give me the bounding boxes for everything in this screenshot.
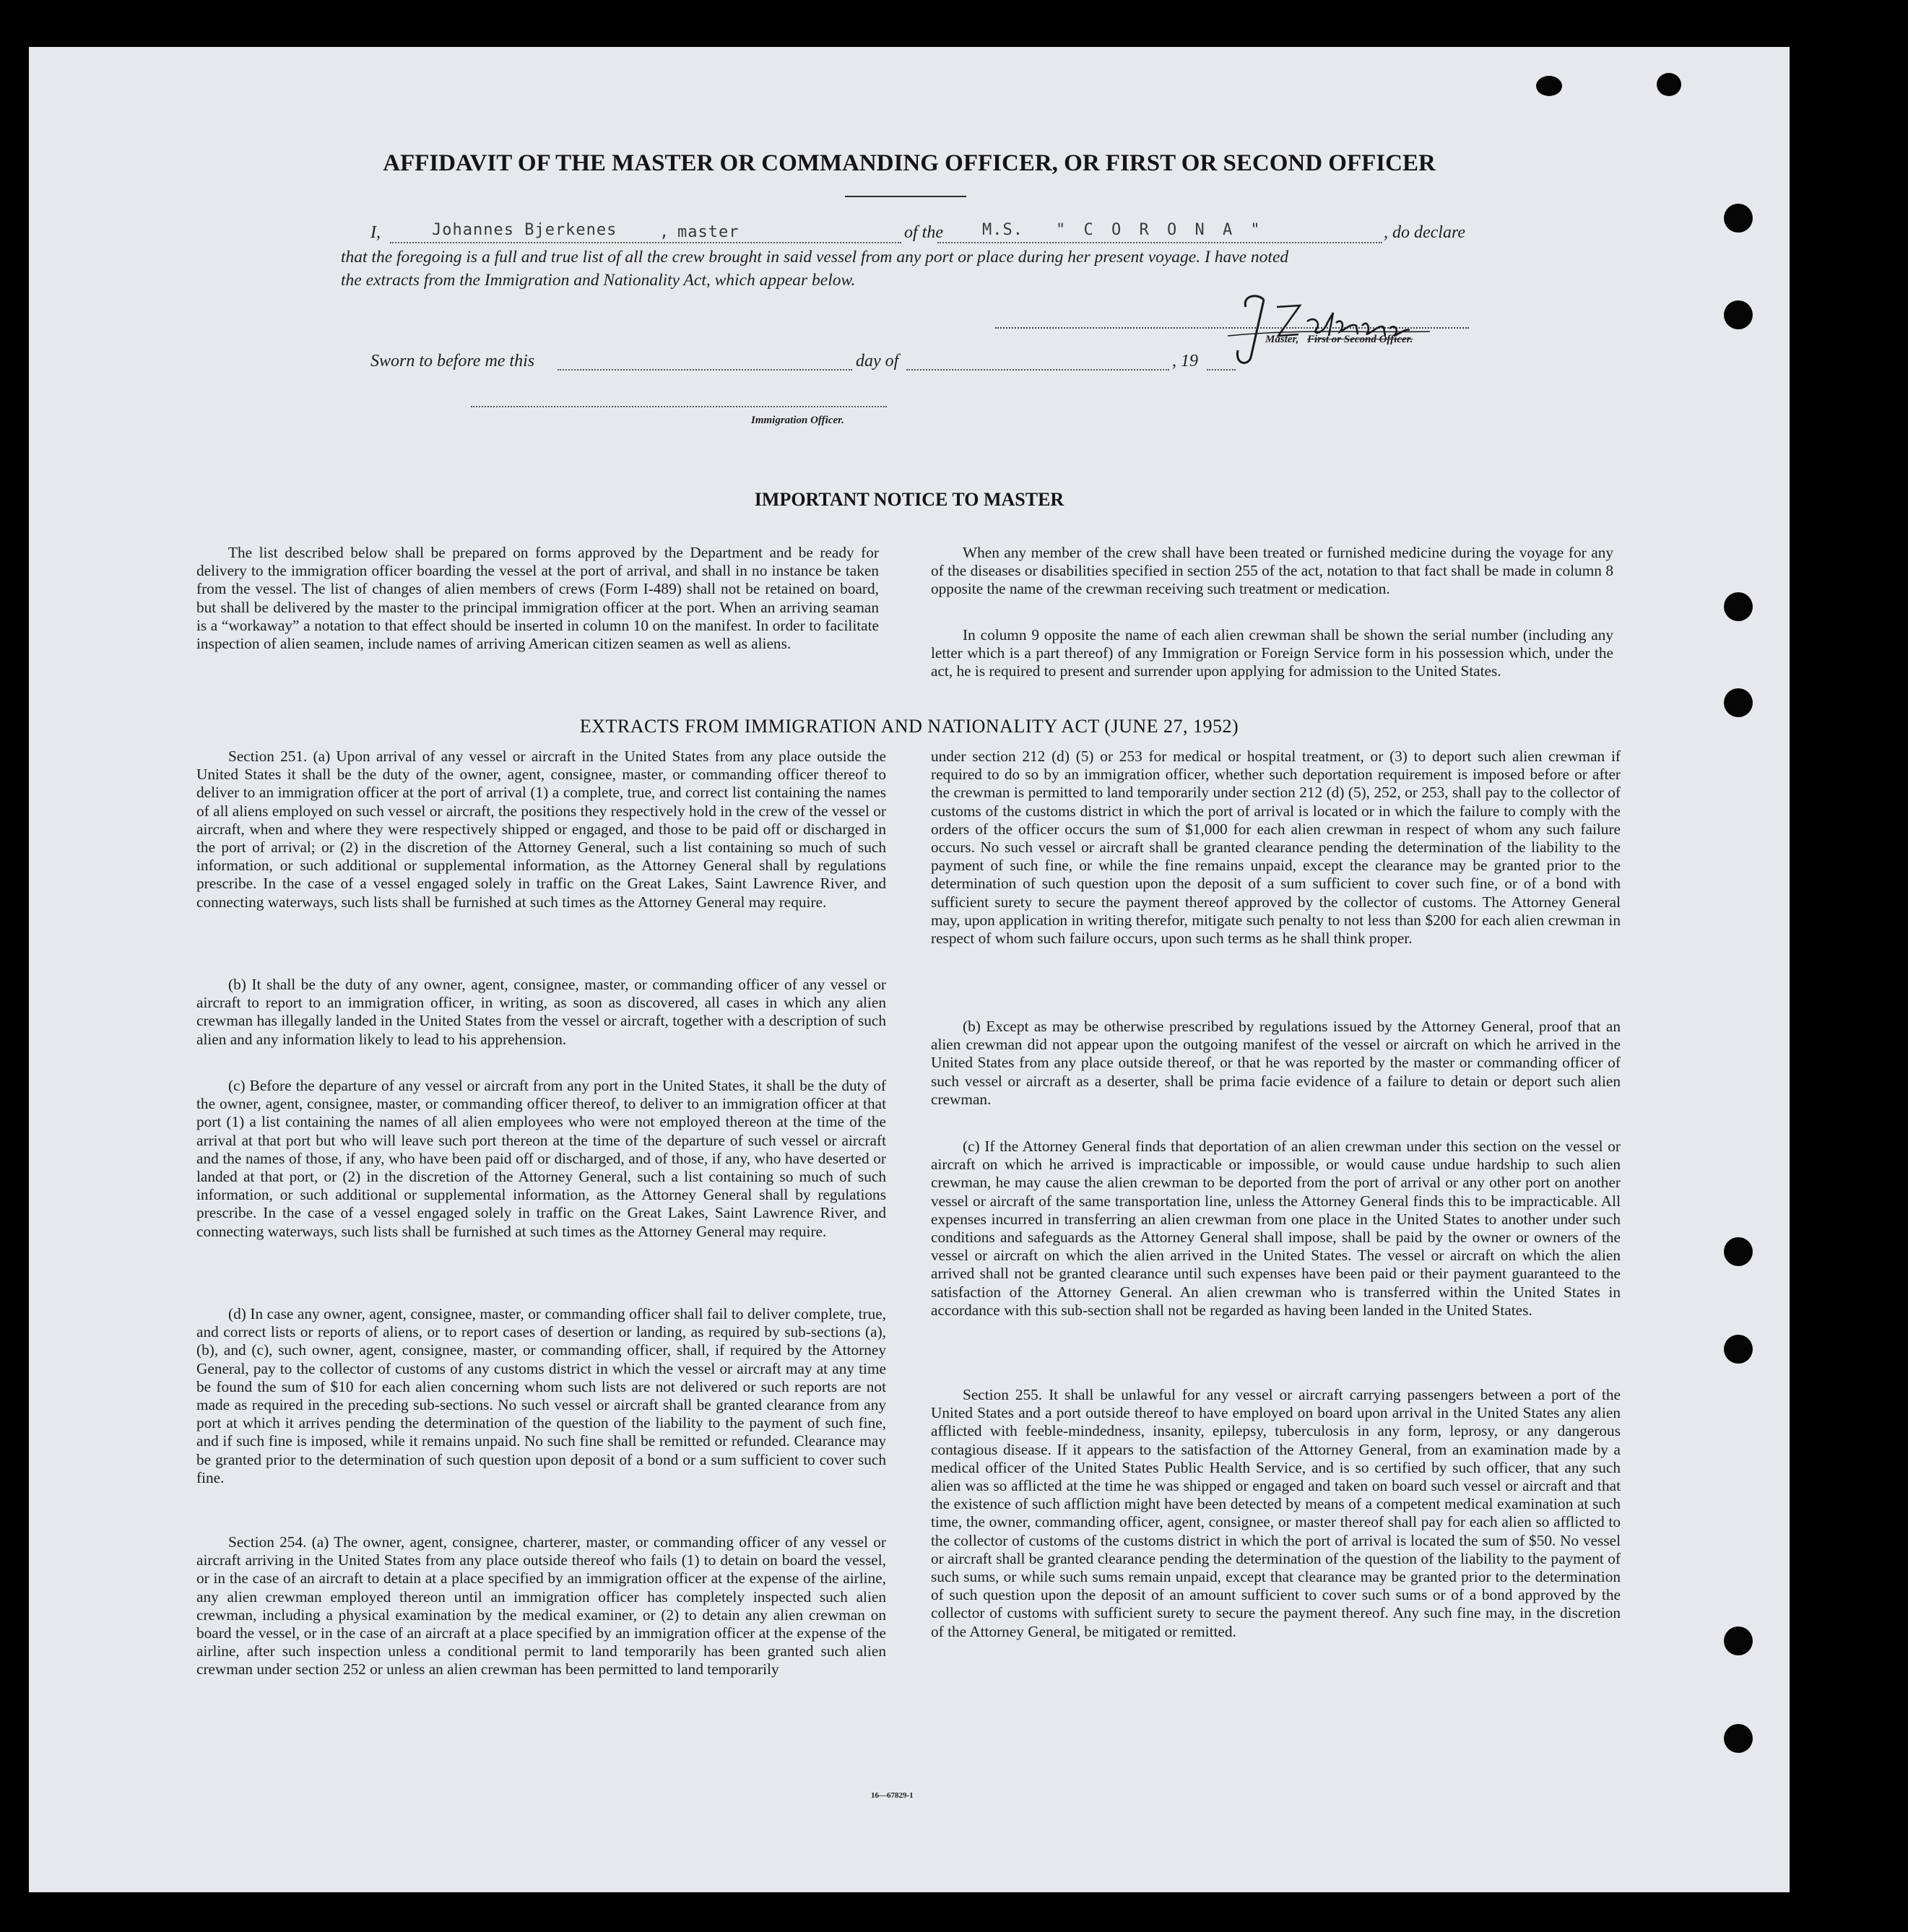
punch-hole: [1724, 592, 1753, 621]
notice-left-paragraph: The list described below shall be prepared on forms approved by the Department and be ready for delivery to the immigration officer boarding the vessel at the port of arrival, and shall in no instance be taken from the vessel. The list of changes of alien members of crews (Form I-489) shall not be retained on board, but shall be delivered by the master to the principal immigration officer at the port. When an arriving seaman is a “workaway” a notation to that effect should be inserted in column 10 on the manifest. In order to facilitate inspection of alien seamen, include names of arriving American citizen seamen as well as aliens.: [196, 544, 879, 653]
punch-hole: [1724, 1626, 1753, 1655]
section-251d: (d) In case any owner, agent, consignee, master, or commanding officer shall fail to deliver complete, true, and correct lists or reports of aliens, or to report cases of desertion or landing, as required by sub-sections (a), (b), and (c), such owner, agent, consignee, master, or commanding officer, shall, if required by the Attorney General, pay to the collector of customs of any customs district in which the vessel or aircraft may at any time be found the sum of $10 for each alien concerning whom such lists are not delivered or such reports are not made as required in the preceding sub-sections. No such vessel or aircraft shall be granted clearance from any port at which it arrives pending the determination of the question of the liability to the payment of such fine, and if such fine is imposed, while it remains unpaid. No such fine shall be remitted or refunded. Clearance may be granted prior to the determination of such question upon deposit of a bond or a sum sufficient to cover such fine.: [196, 1305, 886, 1486]
notice-title: IMPORTANT NOTICE TO MASTER: [754, 489, 1064, 510]
master-name: Johannes Bjerkenes: [432, 221, 617, 239]
officer-label: Immigration Officer.: [751, 415, 844, 426]
master-rank: master: [677, 223, 740, 241]
signer-title-struck: First or Second Officer.: [1307, 334, 1413, 345]
punch-hole: [1536, 76, 1562, 96]
affidavit-i-label: I,: [370, 223, 381, 242]
punch-hole: [1724, 204, 1753, 233]
section-254a-continued: under section 212 (d) (5) or 253 for medical or hospital treatment, or (3) to deport such alien crewman if required to do so by an immigration officer, whether such deportation requirement is imposed before or after the crewman is permitted to land temporarily under section 212 (d) (5), 252, or 253, shall pay to the collector of customs of the customs district in which the port of arrival is located or in which the failure to comply with the orders of the officer occurs the sum of $1,000 for each alien crewman in respect of whom any such failure occurs. No such vessel or aircraft shall be granted clearance pending the determination of the liability to the payment of such fine, or while the fine remains unpaid, except the clearance may be granted prior to the determination of such question upon the deposit of a sum sufficient to cover such fine, or of a bond with sufficient surety to secure the payment thereof approved by the collector of customs. The Attorney General may, upon application in writing therefor, mitigate such penalty to not less than $200 for each alien crewman in respect of whom such failure occurs, upon such terms as he shall think proper.: [931, 748, 1621, 948]
statement-line-1: that the foregoing is a full and true list of all the crew brought in said vessel from any port or place during her present voyage. I have noted: [341, 248, 1289, 267]
section-255: Section 255. It shall be unlawful for any vessel or aircraft carrying passengers between a port of the United States and a port outside thereof to have employed on board upon arrival in the United States any alien afflicted with feeble-mindedness, insanity, epilepsy, tuberculosis in any form, leprosy, or any dangerous contagious disease. If it appears to the satisfaction of the Attorney General, from an examination made by a medical officer of the United States Public Health Service, and is so certified by such officer, that any such alien was so afflicted at the time he was shipped or engaged and taken on board such vessel or aircraft and that the existence of such affliction might have been detected by means of a competent medical examination at such time, the owner, commanding officer, agent, consignee, or master thereof shall pay for each alien so afflicted to the collector of customs of the customs district in which the port of arrival is located the sum of $50. No vessel or aircraft shall be granted clearance pending the determination of the question of the liability to the payment of such sums, or while such sums remain unpaid, except that clearance may be granted prior to the determination of such question upon the deposit of an amount sufficient to cover such sums or of a bond approved by the collector of customs with sufficient surety to secure the payment thereof. Any such fine may, in the discretion of the Attorney General, be mitigated or remitted.: [931, 1386, 1621, 1640]
vessel-line: [937, 242, 1382, 243]
section-254b: (b) Except as may be otherwise prescribed by regulations issued by the Attorney General, proof that an alien crewman did not appear upon the outgoing manifest of the vessel or aircraft on which he arrived in the United States from any place outside thereof, or that he was reported by the master or commanding officer of such vessel or aircraft as a deserter, shall be prima facie evidence of a failure to detain or deport such alien crewman.: [931, 1018, 1621, 1108]
vessel-prefix: M.S.: [982, 221, 1023, 239]
year-line: [1207, 369, 1236, 371]
form-number: 16—67829-1: [871, 1791, 914, 1800]
extracts-title: EXTRACTS FROM IMMIGRATION AND NATIONALITY ACT (JUNE 27, 1952): [579, 716, 1239, 737]
punch-hole: [1724, 1724, 1753, 1753]
title-underline: [845, 196, 966, 197]
vessel-name: " C O R O N A ": [1056, 221, 1265, 239]
master-name-line: [390, 242, 901, 243]
punch-hole: [1724, 1237, 1753, 1266]
master-signature: [1213, 278, 1444, 372]
notice-right-paragraph-2: In column 9 opposite the name of each alien crewman shall be shown the serial number (including any letter which is a part thereof) of any Immigration or Foreign Service form in his possession which, under the act, he is required to present and surrender upon applying for admission to the United States.: [931, 626, 1613, 680]
section-251a: Section 251. (a) Upon arrival of any vessel or aircraft in the United States from any place outside the United States it shall be the duty of the owner, agent, consignee, master, or commanding officer thereof to deliver to an immigration officer at the port of arrival (1) a complete, true, and correct list containing the names of all aliens employed on such vessel or aircraft, the positions they respectively hold in the crew of the vessel or aircraft, when and where they were respectively shipped or engaged, and those to be paid off or discharged in the port of arrival; or (2) in the discretion of the Attorney General, such a list containing so much of such information, or such additional or supplemental information, as the Attorney General shall by regulations prescribe. In the case of a vessel engaged solely in traffic on the Great Lakes, Saint Lawrence River, and connecting waterways, such lists shall be furnished at such times as the Attorney General may require.: [196, 748, 886, 911]
notice-right-paragraph-1: When any member of the crew shall have been treated or furnished medicine during the voyage for any of the diseases or disabilities specified in section 255 of the act, notation to that fact shall be made in column 8 opposite the name of the crewman receiving such treatment or medication.: [931, 544, 1613, 598]
sworn-month-line: [906, 369, 1169, 371]
of-the-label: of the: [904, 223, 943, 242]
punch-hole: [1657, 73, 1681, 96]
do-declare-label: , do declare: [1384, 223, 1466, 242]
section-251c: (c) Before the departure of any vessel or aircraft from any port in the United States, it shall be the duty of the owner, agent, consignee, master, or commanding officer thereof, to deliver to an immigration officer at that port (1) a list containing the names of all alien employees who were not employed thereon at the time of the arrival at that port but who will leave such port thereon at the time of the departure of such vessel or aircraft and the names of those, if any, who have been paid off or discharged, and of those, if any, who have deserted or landed at that port, or (2) in the discretion of the Attorney General, such a list containing so much of such information, or such additional or supplemental information, as the Attorney General shall by regulations prescribe. In the case of a vessel engaged solely in traffic on the Great Lakes, Saint Lawrence River, and connecting waterways, such lists shall be furnished at such times as the Attorney General may require.: [196, 1077, 886, 1240]
punch-hole: [1724, 1335, 1753, 1364]
signer-title-master: Master,: [1265, 334, 1299, 345]
affidavit-title: AFFIDAVIT OF THE MASTER OR COMMANDING OFFICER, OR FIRST OR SECOND OFFICER: [383, 150, 1436, 176]
year-prefix: , 19: [1172, 352, 1198, 371]
sworn-day-line: [558, 369, 852, 371]
section-254a: Section 254. (a) The owner, agent, consignee, charterer, master, or commanding officer of any vessel or aircraft arriving in the United States from any place outside thereof who fails (1) to detain on board the vessel, or in the case of an aircraft to detain at a place specified by an immigration officer at the expense of the airline, any alien crewman employed thereon until an immigration officer has completely inspected such alien crewman, including a physical examination by the medical examiner, or (2) to detain any alien crewman on board the vessel, or in the case of an aircraft at a place specified by an immigration officer at the expense of the airline, after such inspection unless a conditional permit to land temporarily has been granted such alien crewman under section 252 or unless an alien crewman has been permitted to land temporarily: [196, 1533, 886, 1678]
statement-line-2: the extracts from the Immigration and Nationality Act, which appear below.: [341, 271, 856, 290]
sworn-label: Sworn to before me this: [370, 352, 535, 371]
section-251b: (b) It shall be the duty of any owner, agent, consignee, master, or commanding officer of any vessel or aircraft to report to an immigration officer, in writing, as soon as discovered, all cases in which any alien crewman has illegally landed in the United States from the vessel or aircraft, together with a description of such alien and any information likely to lead to his apprehension.: [196, 976, 886, 1048]
punch-hole: [1724, 300, 1753, 329]
name-comma: ,: [659, 223, 670, 241]
section-254c: (c) If the Attorney General finds that deportation of an alien crewman under this section on the vessel or aircraft on which he arrived is impracticable or impossible, or would cause undue hardship to such alien crewman, he may cause the alien crewman to be deported from the port of arrival or any other port on another vessel or aircraft of the same transportation line, unless the Attorney General finds this to be impracticable. All expenses incurred in transferring an alien crewman from one place in the United States to another under such conditions and safeguards as the Attorney General shall impose, shall be paid by the owner or owners of the vessel or aircraft on which the alien arrived in the United States. The vessel or aircraft on which the alien arrived shall not be granted clearance until such expenses have been paid or their payment guaranteed to the satisfaction of the Attorney General. An alien crewman who is transferred within the United States in accordance with this sub-section shall not be regarded as having been landed in the United States.: [931, 1138, 1621, 1319]
officer-signature-line: [471, 406, 887, 407]
day-of-label: day of: [856, 352, 899, 371]
punch-hole: [1724, 688, 1753, 717]
document-page: [29, 47, 1790, 1892]
